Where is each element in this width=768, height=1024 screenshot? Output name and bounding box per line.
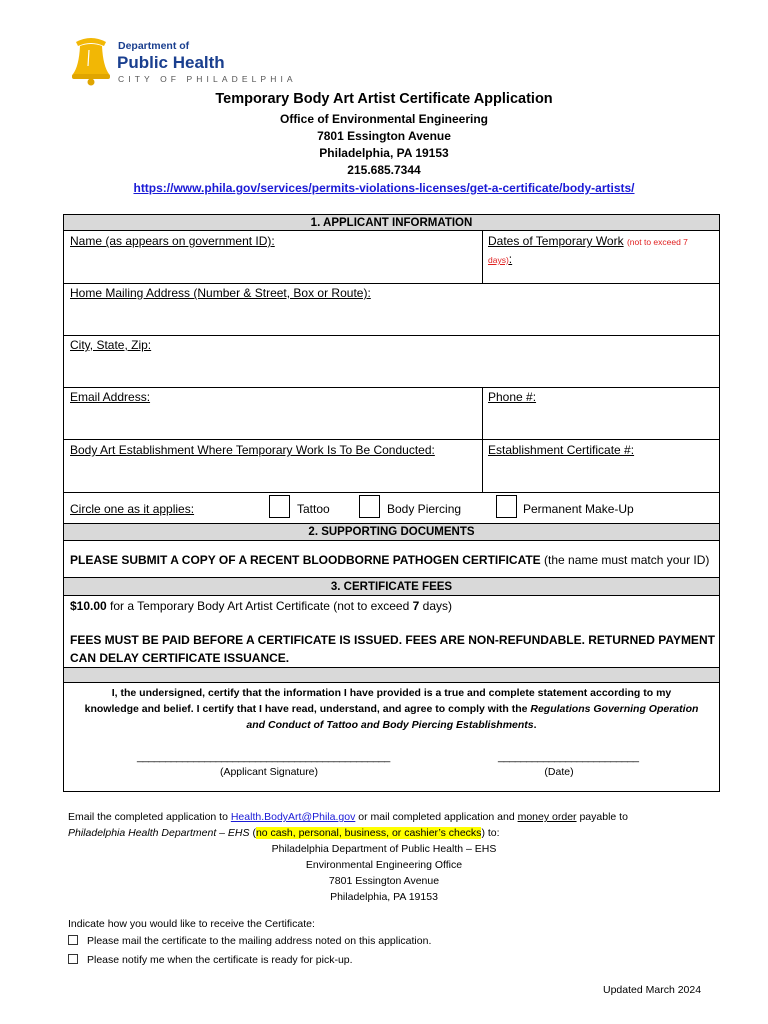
dates-field[interactable]	[488, 234, 688, 248]
tattoo-label: Tattoo	[297, 502, 330, 516]
mail-address-line-2: Environmental Engineering Office	[305, 859, 463, 871]
fee-days: 7	[412, 599, 420, 613]
health-department-logo	[68, 36, 318, 90]
pickup-option-checkbox[interactable]	[68, 954, 78, 964]
permanent-makeup-label: Permanent Make-Up	[523, 502, 634, 516]
submission-instructions	[68, 809, 718, 841]
office-phone: 215.685.7344	[347, 163, 421, 177]
mail-option-label: Please mail the certificate to the mailing address noted on this application.	[87, 935, 432, 947]
applicant-signature-line[interactable]: _____________________________________________	[137, 751, 390, 763]
dates-colon: :	[508, 252, 513, 266]
certification-end: .	[533, 719, 537, 731]
divider	[482, 231, 483, 283]
fee-warning: FEES MUST BE PAID BEFORE A CERTIFICATE IS ISSUED. FEES ARE NON-REFUNDABLE. RETURNED PAYMENT CAN DELAY CERTIFICATE ISSUANCE.	[70, 633, 715, 665]
circle-one-label: Circle one as it applies:	[70, 502, 195, 516]
mail-option-checkbox[interactable]	[68, 935, 78, 945]
mail-option	[68, 935, 431, 947]
fee-text-a: for a Temporary Body Art Artist Certificate (not to exceed	[106, 599, 413, 613]
certification-statement	[84, 685, 699, 733]
establishment-field[interactable]: Body Art Establishment Where Temporary Work Is To Be Conducted:	[70, 443, 435, 457]
mail-text: or mail completed application and	[355, 811, 518, 823]
divider	[64, 439, 719, 440]
home-address-field[interactable]: Home Mailing Address (Number & Street, Box or Route):	[70, 286, 371, 300]
email-field[interactable]: Email Address:	[70, 390, 151, 404]
divider	[64, 492, 719, 493]
paren-close: ) to:	[481, 827, 500, 839]
office-street: 7801 Essington Avenue	[317, 129, 451, 143]
receive-instructions: Indicate how you would like to receive the Certificate:	[68, 918, 315, 930]
fee-description	[70, 599, 452, 613]
dates-note-end: days)	[488, 255, 509, 265]
dates-note: (not to exceed 7	[626, 237, 688, 247]
updated-date: Updated March 2024	[603, 984, 702, 996]
tattoo-checkbox[interactable]	[269, 495, 290, 518]
divider	[64, 335, 719, 336]
dates-label: Dates of Temporary Work	[488, 234, 624, 248]
logo-public-health: Public Health	[117, 53, 225, 72]
city-state-zip-field[interactable]: City, State, Zip:	[70, 338, 152, 352]
bloodborne-pathogen-requirement	[70, 553, 709, 567]
office-city: Philadelphia, PA 19153	[319, 146, 449, 160]
bloodborne-note: (the name must match your ID)	[540, 553, 710, 567]
application-form	[63, 214, 720, 792]
fee-amount: $10.00	[70, 599, 107, 613]
form-title: Temporary Body Art Artist Certificate Application	[215, 91, 553, 107]
section-certificate-fees: 3. CERTIFICATE FEES	[64, 577, 719, 596]
permanent-makeup-checkbox[interactable]	[496, 495, 517, 518]
office-name: Office of Environmental Engineering	[279, 112, 489, 126]
body-piercing-checkbox[interactable]	[359, 495, 380, 518]
website-link[interactable]: https://www.phila.gov/services/permits-violations-licenses/get-a-certificate/body-artists/	[133, 181, 635, 195]
establishment-certificate-field[interactable]: Establishment Certificate #:	[488, 443, 635, 457]
mail-text-end: payable to	[576, 811, 628, 823]
certification-text: I, the undersigned, certify that the information I have provided is a true and complete statement according to my knowledge and belief. I certify that I have read, understand, and agree to comply with the	[84, 687, 672, 715]
money-order: money order	[517, 811, 577, 823]
dates-field-cont	[488, 252, 512, 266]
logo-city: CITY OF PHILADELPHIA	[118, 74, 297, 84]
mail-address-line-4: Philadelphia, PA 19153	[330, 891, 438, 903]
bloodborne-bold: PLEASE SUBMIT A COPY OF A RECENT BLOODBORNE PATHOGEN CERTIFICATE	[70, 553, 541, 567]
section-applicant-information: 1. APPLICANT INFORMATION	[64, 214, 719, 231]
paren-open: (	[249, 827, 256, 839]
body-piercing-label: Body Piercing	[387, 502, 462, 516]
pickup-option-label: Please notify me when the certificate is ready for pick-up.	[87, 954, 353, 966]
divider	[64, 283, 719, 284]
regulations-title: Regulations Governing Operation and Conduct of Tattoo and Body Piercing Establishments	[246, 703, 699, 731]
section-supporting-documents: 2. SUPPORTING DOCUMENTS	[64, 523, 719, 541]
mail-address-line-3: 7801 Essington Avenue	[328, 875, 440, 887]
blank-section-bar	[64, 667, 719, 683]
name-field[interactable]: Name (as appears on government ID):	[70, 234, 275, 248]
no-cash-notice: no cash, personal, business, or cashier’s checks	[255, 827, 482, 839]
date-signature-line[interactable]: _________________________	[498, 751, 639, 763]
phone-field[interactable]: Phone #:	[488, 390, 537, 404]
applicant-signature-label: (Applicant Signature)	[219, 766, 319, 778]
divider	[64, 387, 719, 388]
fee-text-b: days)	[419, 599, 452, 613]
date-label: (Date)	[544, 766, 574, 778]
logo-department-of: Department of	[118, 40, 190, 52]
email-intro: Email the completed application to	[68, 811, 231, 823]
liberty-bell-icon	[68, 36, 114, 86]
mail-address-line-1: Philadelphia Department of Public Health – EHS	[271, 843, 497, 855]
email-link[interactable]: Health.BodyArt@Phila.gov	[230, 811, 356, 823]
pickup-option	[68, 954, 353, 966]
payee: Philadelphia Health Department – EHS	[68, 827, 250, 839]
